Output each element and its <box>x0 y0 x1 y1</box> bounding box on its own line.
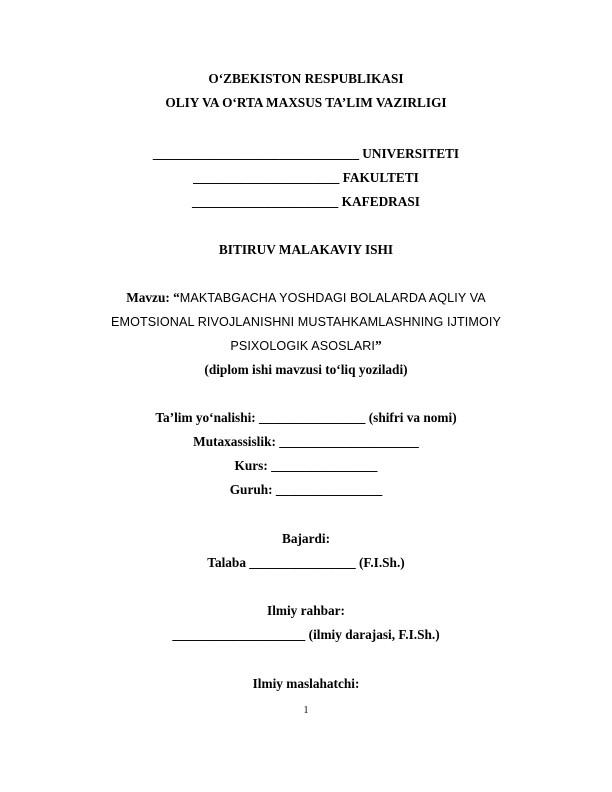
topic-closing-quote: ” <box>375 338 382 353</box>
course-line: Kurs: ________________ <box>234 458 378 473</box>
topic-text-2: EMOTSIONAL RIVOJLANISHNI MUSTAHKAMLASHNING IJTIMOIY <box>111 315 501 329</box>
student-line: Talaba ________________ (F.I.Sh.) <box>207 555 405 570</box>
supervisor-line: ____________________ (ilmiy darajasi, F.I.Sh.) <box>172 627 440 642</box>
performer-label: Bajardi: <box>281 531 330 546</box>
faculty-line: ______________________ FAKULTETI <box>193 170 419 185</box>
topic-note: (diplom ishi mavzusi to‘liq yoziladi) <box>204 362 408 377</box>
republic-heading: O‘ZBEKISTON RESPUBLIKASI <box>208 71 404 86</box>
specialty-line: Mutaxassislik: _____________________ <box>193 434 419 449</box>
topic-line-2 <box>0 314 612 330</box>
topic-line-1 <box>0 290 612 306</box>
topic-text-1: MAKTABGACHA YOSHDAGI BOLALARDA AQLIY VA <box>179 291 486 305</box>
group-line: Guruh: ________________ <box>229 482 383 497</box>
department-line: ______________________ KAFEDRASI <box>192 194 420 209</box>
supervisor-label: Ilmiy rahbar: <box>267 603 345 618</box>
consultant-label: Ilmiy maslahatchi: <box>252 676 360 691</box>
work-title: BITIRUV MALAKAVIY ISHI <box>218 242 394 257</box>
topic-text-3: PSIXOLOGIK ASOSLARI <box>230 339 376 353</box>
university-line: _______________________________ UNIVERSITETI <box>152 146 460 161</box>
topic-line-3 <box>0 338 612 354</box>
ministry-heading: OLIY VA O‘RTA MAXSUS TA’LIM VAZIRLIGI <box>165 95 447 110</box>
topic-label: Mavzu: “ <box>126 290 180 305</box>
page-number: 1 <box>303 705 309 716</box>
direction-line: Ta’lim yo‘nalishi: ________________ (shifri va nomi) <box>155 410 457 425</box>
